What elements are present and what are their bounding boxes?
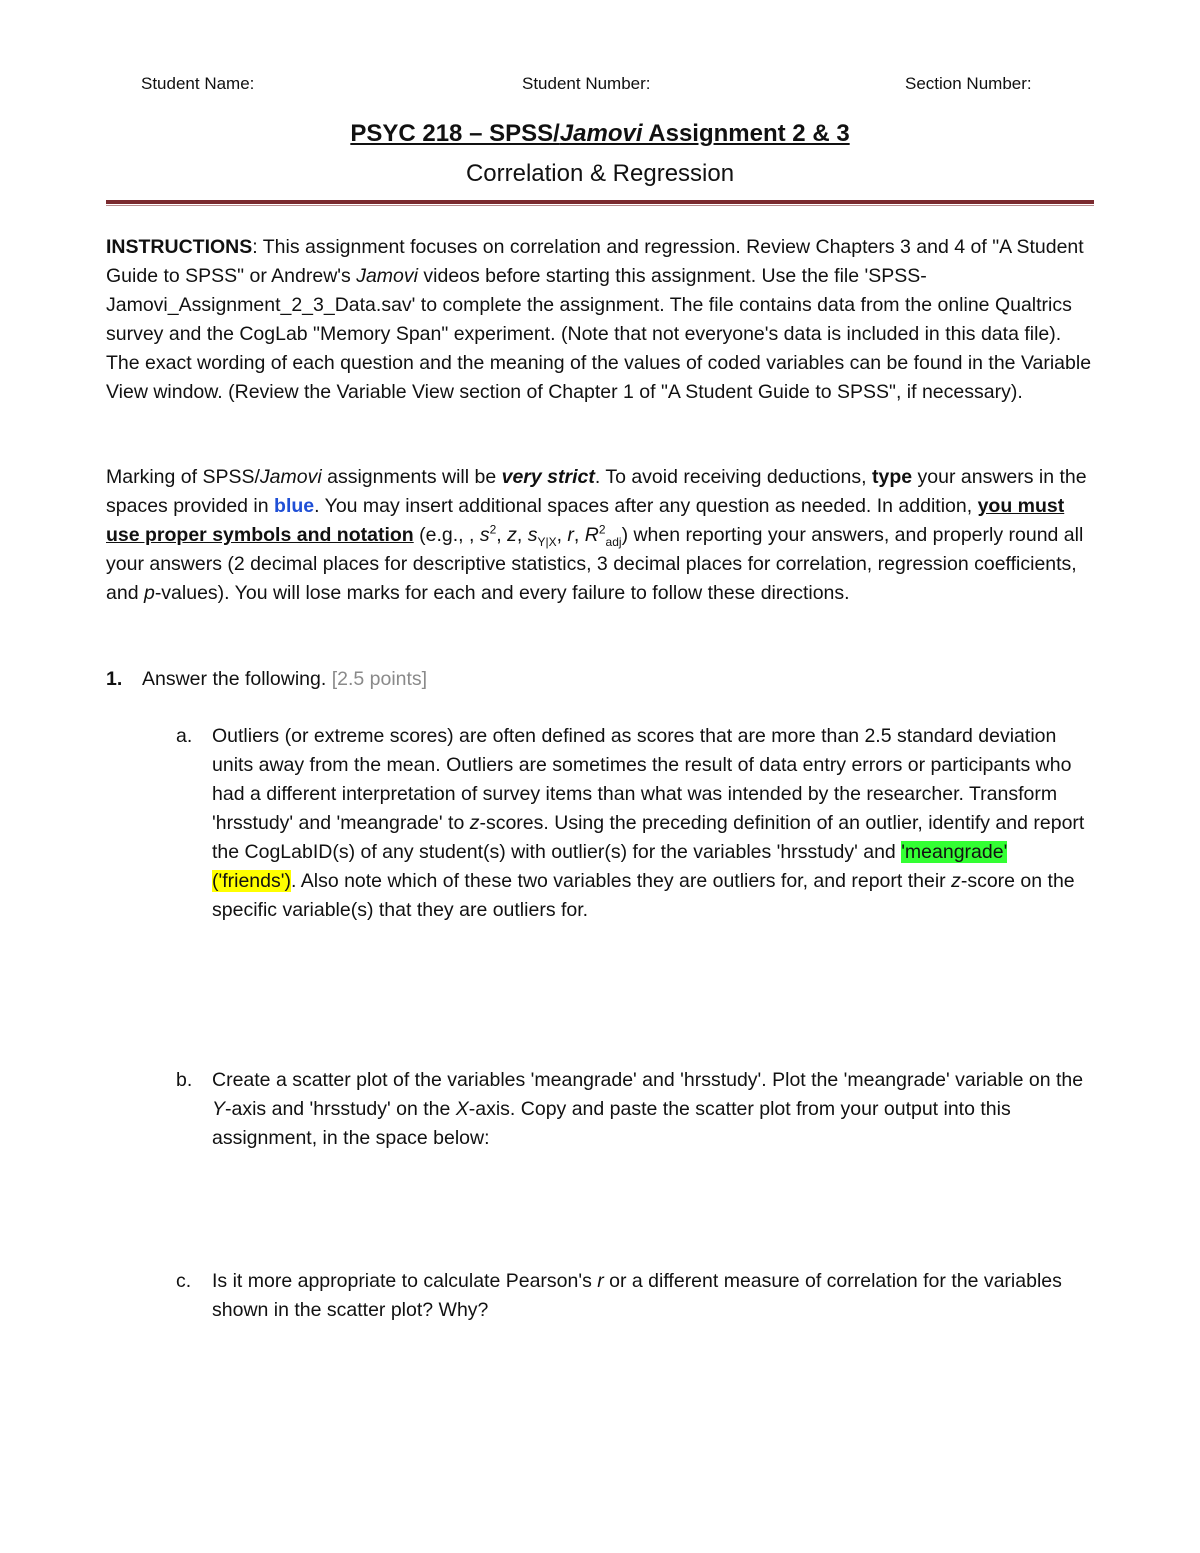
blue-keyword: blue [274, 495, 315, 517]
points-badge: [2.5 points] [331, 668, 428, 690]
student-number-label: Student Number: [522, 74, 651, 93]
instructions-paragraph: INSTRUCTIONS: This assignment focuses on correlation and regression. Review Chapters 3 and 4 of "A Student Guide to SPSS" or Andrew's Jamovi videos before starting this assignment. Use the file 'SPSS-Jamovi_Assignment_2_3_Data.sav' to complete the assignment. The file contains data from the online Qualtrics survey and the CogLab "Memory Span" experiment. (Note that not everyone's data is included in this data file). The exact wording of each question and the meaning of the values of coded variables can be found in the Variable View window. (Review the Variable View section of Chapter 1 of "A Student Guide to SPSS", if necessary). [106, 236, 1092, 403]
question-1c: c. Is it more appropriate to calculate Pearson's r or a different measure of correlation for the variables shown in the scatter plot? Why? [176, 1270, 1062, 1321]
title-divider [106, 200, 1094, 204]
marking-paragraph: Marking of SPSS/Jamovi assignments will be very strict. To avoid receiving deductions, type your answers in the spaces provided in blue. You may insert additional spaces after any question as needed. In addition, you must use proper symbols and notation (e.g., , $s^2$, z, $s_{Y|X}$, r, $R^2_{adj}$) when reporting your answers, and properly round all your answers (2 decimal places for descriptive statistics, 3 decimal places for correlation, regression coefficients, and p-values). You will lose marks for each and every failure to follow these directions. [106, 466, 1087, 604]
question-1: 1. Answer the following. [2.5 points] [106, 668, 428, 690]
section-number-label: Section Number: [905, 74, 1032, 93]
highlight-meangrade: 'meangrade' [901, 841, 1008, 863]
highlight-friends: ('friends') [212, 870, 291, 892]
page-subtitle: Correlation & Regression [465, 160, 735, 187]
question-1a: a. Outliers (or extreme scores) are often defined as scores that are more than 2.5 standard deviation units away from the mean. Outliers are sometimes the result of data entry errors or participants who had a different interpretation of survey items than what was intended by the researcher. Transform 'hrsstudy' and 'meangrade' to z-scores. Using the preceding definition of an outlier, identify and report the CogLabID(s) of any student(s) with outlier(s) for the variables 'hrsstudy' and 'meangrade' ('friends'). Also note which of these two variables they are outliers for, and report their z-score on the specific variable(s) that they are outliers for. [176, 725, 1085, 921]
title-divider-thin [106, 205, 1094, 206]
page-title: PSYC 218 – SPSS/Jamovi Assignment 2 & 3 [350, 120, 850, 147]
student-name-label: Student Name: [141, 74, 255, 93]
question-1b: b. Create a scatter plot of the variables 'meangrade' and 'hrsstudy'. Plot the 'meangrade' variable on the Y-axis and 'hrsstudy' on the X-axis. Copy and paste the scatter plot from your output into this assignment, in the space below: [176, 1069, 1084, 1149]
